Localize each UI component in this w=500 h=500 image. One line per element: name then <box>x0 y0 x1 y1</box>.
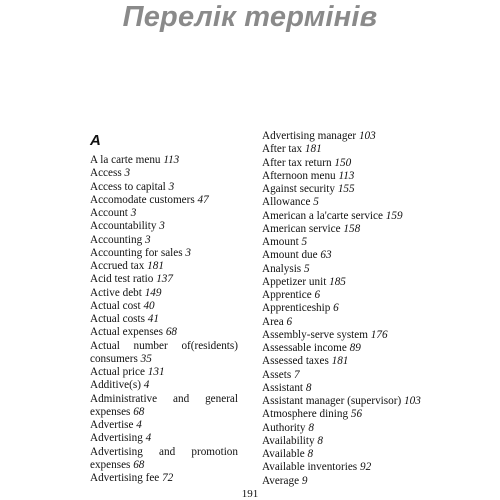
index-page-ref: 5 <box>301 236 308 248</box>
index-entry <box>90 446 238 473</box>
index-entry <box>90 379 238 392</box>
index-term: Amount due <box>262 249 318 262</box>
index-page-ref: 5 <box>313 196 319 209</box>
index-entry <box>90 220 238 233</box>
index-entry <box>90 340 238 367</box>
index-entry <box>262 342 417 355</box>
index-entry <box>262 316 417 329</box>
index-entry <box>90 313 238 326</box>
index-term: Access <box>90 167 122 180</box>
index-entry <box>90 419 238 432</box>
index-term: Accomodate customers <box>90 193 195 206</box>
index-page-ref: 150 <box>334 156 352 169</box>
index-term: Actual number of(residents) consumers <box>90 339 238 365</box>
index-term: After tax return <box>262 156 332 169</box>
index-page-ref: 4 <box>136 419 142 431</box>
index-page-ref: 103 <box>358 130 376 142</box>
index-page-ref: 5 <box>303 262 310 275</box>
index-term: Actual expenses <box>90 326 164 339</box>
index-term: Actual cost <box>90 299 141 312</box>
index-page-ref: 68 <box>165 326 177 339</box>
index-page-ref: 92 <box>359 461 372 474</box>
index-term: Advertising fee <box>90 472 160 484</box>
index-page-ref: 8 <box>307 448 314 460</box>
index-entry <box>262 302 417 315</box>
index-entry <box>90 300 238 313</box>
index-term: Accrued tax <box>90 260 145 272</box>
index-page-ref: 40 <box>143 299 155 312</box>
index-entry <box>90 260 238 273</box>
index-page-ref: 47 <box>197 193 209 206</box>
index-page-ref: 8 <box>317 434 324 447</box>
index-page-ref: 35 <box>140 352 152 365</box>
index-term: Area <box>262 315 284 328</box>
index-entry <box>262 276 417 289</box>
index-term: Apprentice <box>262 289 312 301</box>
index-page-ref: 149 <box>144 286 162 299</box>
index-term: Additive(s) <box>90 379 141 392</box>
index-entry <box>262 130 417 143</box>
index-entry <box>262 408 417 421</box>
index-term: Apprenticeship <box>262 302 331 315</box>
index-term: Access to capital <box>90 180 166 193</box>
index-term: Administrative and general expenses <box>90 392 238 418</box>
index-entry <box>90 472 238 485</box>
index-entry <box>262 289 417 302</box>
index-entry <box>90 273 238 286</box>
index-page-ref: 3 <box>130 207 137 219</box>
index-page-ref: 181 <box>331 355 349 368</box>
index-entry <box>90 167 238 180</box>
index-page-ref: 68 <box>133 458 145 471</box>
index-page-ref: 3 <box>185 246 191 259</box>
index-entry <box>262 223 417 236</box>
index-entry <box>262 183 417 196</box>
index-page-ref: 89 <box>349 342 361 354</box>
index-entry <box>262 355 417 368</box>
index-term: American a la'carte service <box>262 209 383 222</box>
index-term: Actual price <box>90 366 145 378</box>
index-term: Against security <box>262 183 336 195</box>
index-page-ref: 4 <box>145 432 152 445</box>
index-entry <box>262 263 417 276</box>
index-term: Advertising manager <box>262 130 357 142</box>
right-entry-list <box>262 130 421 488</box>
index-term: Accounting <box>90 233 143 246</box>
index-term: After tax <box>262 143 303 156</box>
index-term: Assets <box>262 368 292 381</box>
index-term: Advertising and promotion expenses <box>90 445 238 471</box>
index-term: Advertising <box>90 432 143 445</box>
index-term: Allowance <box>262 196 311 209</box>
index-term: Actual costs <box>90 313 145 325</box>
index-term: Accounting for sales <box>90 246 183 259</box>
index-term: Average <box>262 474 300 487</box>
index-page-ref: 8 <box>305 381 312 394</box>
index-entry <box>262 143 417 156</box>
index-entry <box>262 329 417 342</box>
index-page-ref: 158 <box>343 222 361 235</box>
index-entry <box>90 432 238 445</box>
index-page-ref: 6 <box>333 302 339 315</box>
index-term: Available inventories <box>262 461 358 474</box>
index-entry <box>262 170 417 183</box>
index-entry <box>262 475 417 488</box>
index-entry <box>90 366 238 379</box>
index-entry <box>90 393 238 420</box>
index-entry <box>90 234 238 247</box>
index-page-ref: 137 <box>156 273 173 286</box>
index-term: Acid test ratio <box>90 273 154 286</box>
index-term: Active debt <box>90 286 142 299</box>
index-page-ref: 155 <box>337 183 355 195</box>
index-page-ref: 68 <box>133 405 145 418</box>
index-page-ref: 6 <box>314 289 321 301</box>
index-term: Available <box>262 448 305 460</box>
index-page-ref: 176 <box>370 328 388 341</box>
index-entry <box>90 207 238 220</box>
page-title: Перелік термінів <box>122 1 378 33</box>
index-page-ref: 3 <box>168 180 175 193</box>
index-term: American service <box>262 222 341 235</box>
index-term: Account <box>90 207 128 219</box>
index-entry <box>90 181 238 194</box>
index-entry <box>262 395 421 408</box>
left-entry-list <box>90 154 238 485</box>
index-term: Availability <box>262 434 315 447</box>
page-number: 191 <box>241 488 259 500</box>
index-entry <box>90 326 238 339</box>
index-entry <box>90 247 238 260</box>
index-term: Assessable income <box>262 342 347 354</box>
index-term: Accountability <box>90 220 157 233</box>
index-page-ref: 9 <box>301 474 308 487</box>
index-entry <box>262 422 417 435</box>
index-term: Amount <box>262 236 299 248</box>
index-page-ref: 63 <box>320 249 332 262</box>
section-letter: A <box>90 132 101 149</box>
index-term: Afternoon menu <box>262 169 336 182</box>
index-term: Advertise <box>90 419 134 431</box>
index-page-ref: 3 <box>124 167 131 180</box>
index-page-ref: 41 <box>147 313 159 325</box>
index-entry <box>262 369 417 382</box>
index-page-ref: 3 <box>145 233 151 246</box>
index-entry <box>90 287 238 300</box>
index-page-ref: 159 <box>385 209 403 222</box>
index-page-ref: 72 <box>162 472 174 484</box>
index-term: Analysis <box>262 262 302 275</box>
index-entry <box>262 196 417 209</box>
index-entry <box>262 236 417 249</box>
index-page-ref: 56 <box>350 408 363 421</box>
index-page-ref: 181 <box>147 260 164 272</box>
index-entry <box>262 448 417 461</box>
index-entry <box>90 194 238 207</box>
index-term: Atmosphere dining <box>262 408 349 421</box>
index-entry <box>262 157 417 170</box>
index-entry <box>90 154 238 167</box>
index-term: Assistant <box>262 381 304 394</box>
index-entry <box>262 249 417 262</box>
index-term: A la carte menu <box>90 154 161 166</box>
index-page-ref: 181 <box>304 143 322 156</box>
index-entry <box>262 382 417 395</box>
index-page-ref: 7 <box>294 368 300 381</box>
index-term: Appetizer unit <box>262 275 327 288</box>
index-term: Assessed taxes <box>262 355 329 368</box>
index-column-right <box>262 130 421 488</box>
index-page-ref: 113 <box>338 169 355 182</box>
index-page-ref: 185 <box>329 275 346 288</box>
index-column-left <box>90 131 238 485</box>
index-entry <box>262 210 417 223</box>
index-page-ref: 6 <box>286 315 293 328</box>
index-term: Assistant manager (supervisor) <box>262 395 402 407</box>
index-entry <box>262 435 417 448</box>
index-page-ref: 4 <box>143 379 150 392</box>
index-page-ref: 131 <box>147 366 165 378</box>
index-term: Authority <box>262 421 306 434</box>
index-page-ref: 8 <box>308 421 314 434</box>
index-term: Assembly-serve system <box>262 328 368 341</box>
index-page-ref: 103 <box>404 395 421 407</box>
index-entry <box>262 461 417 474</box>
index-page-ref: 3 <box>159 220 165 233</box>
index-page-ref: 113 <box>163 154 180 166</box>
